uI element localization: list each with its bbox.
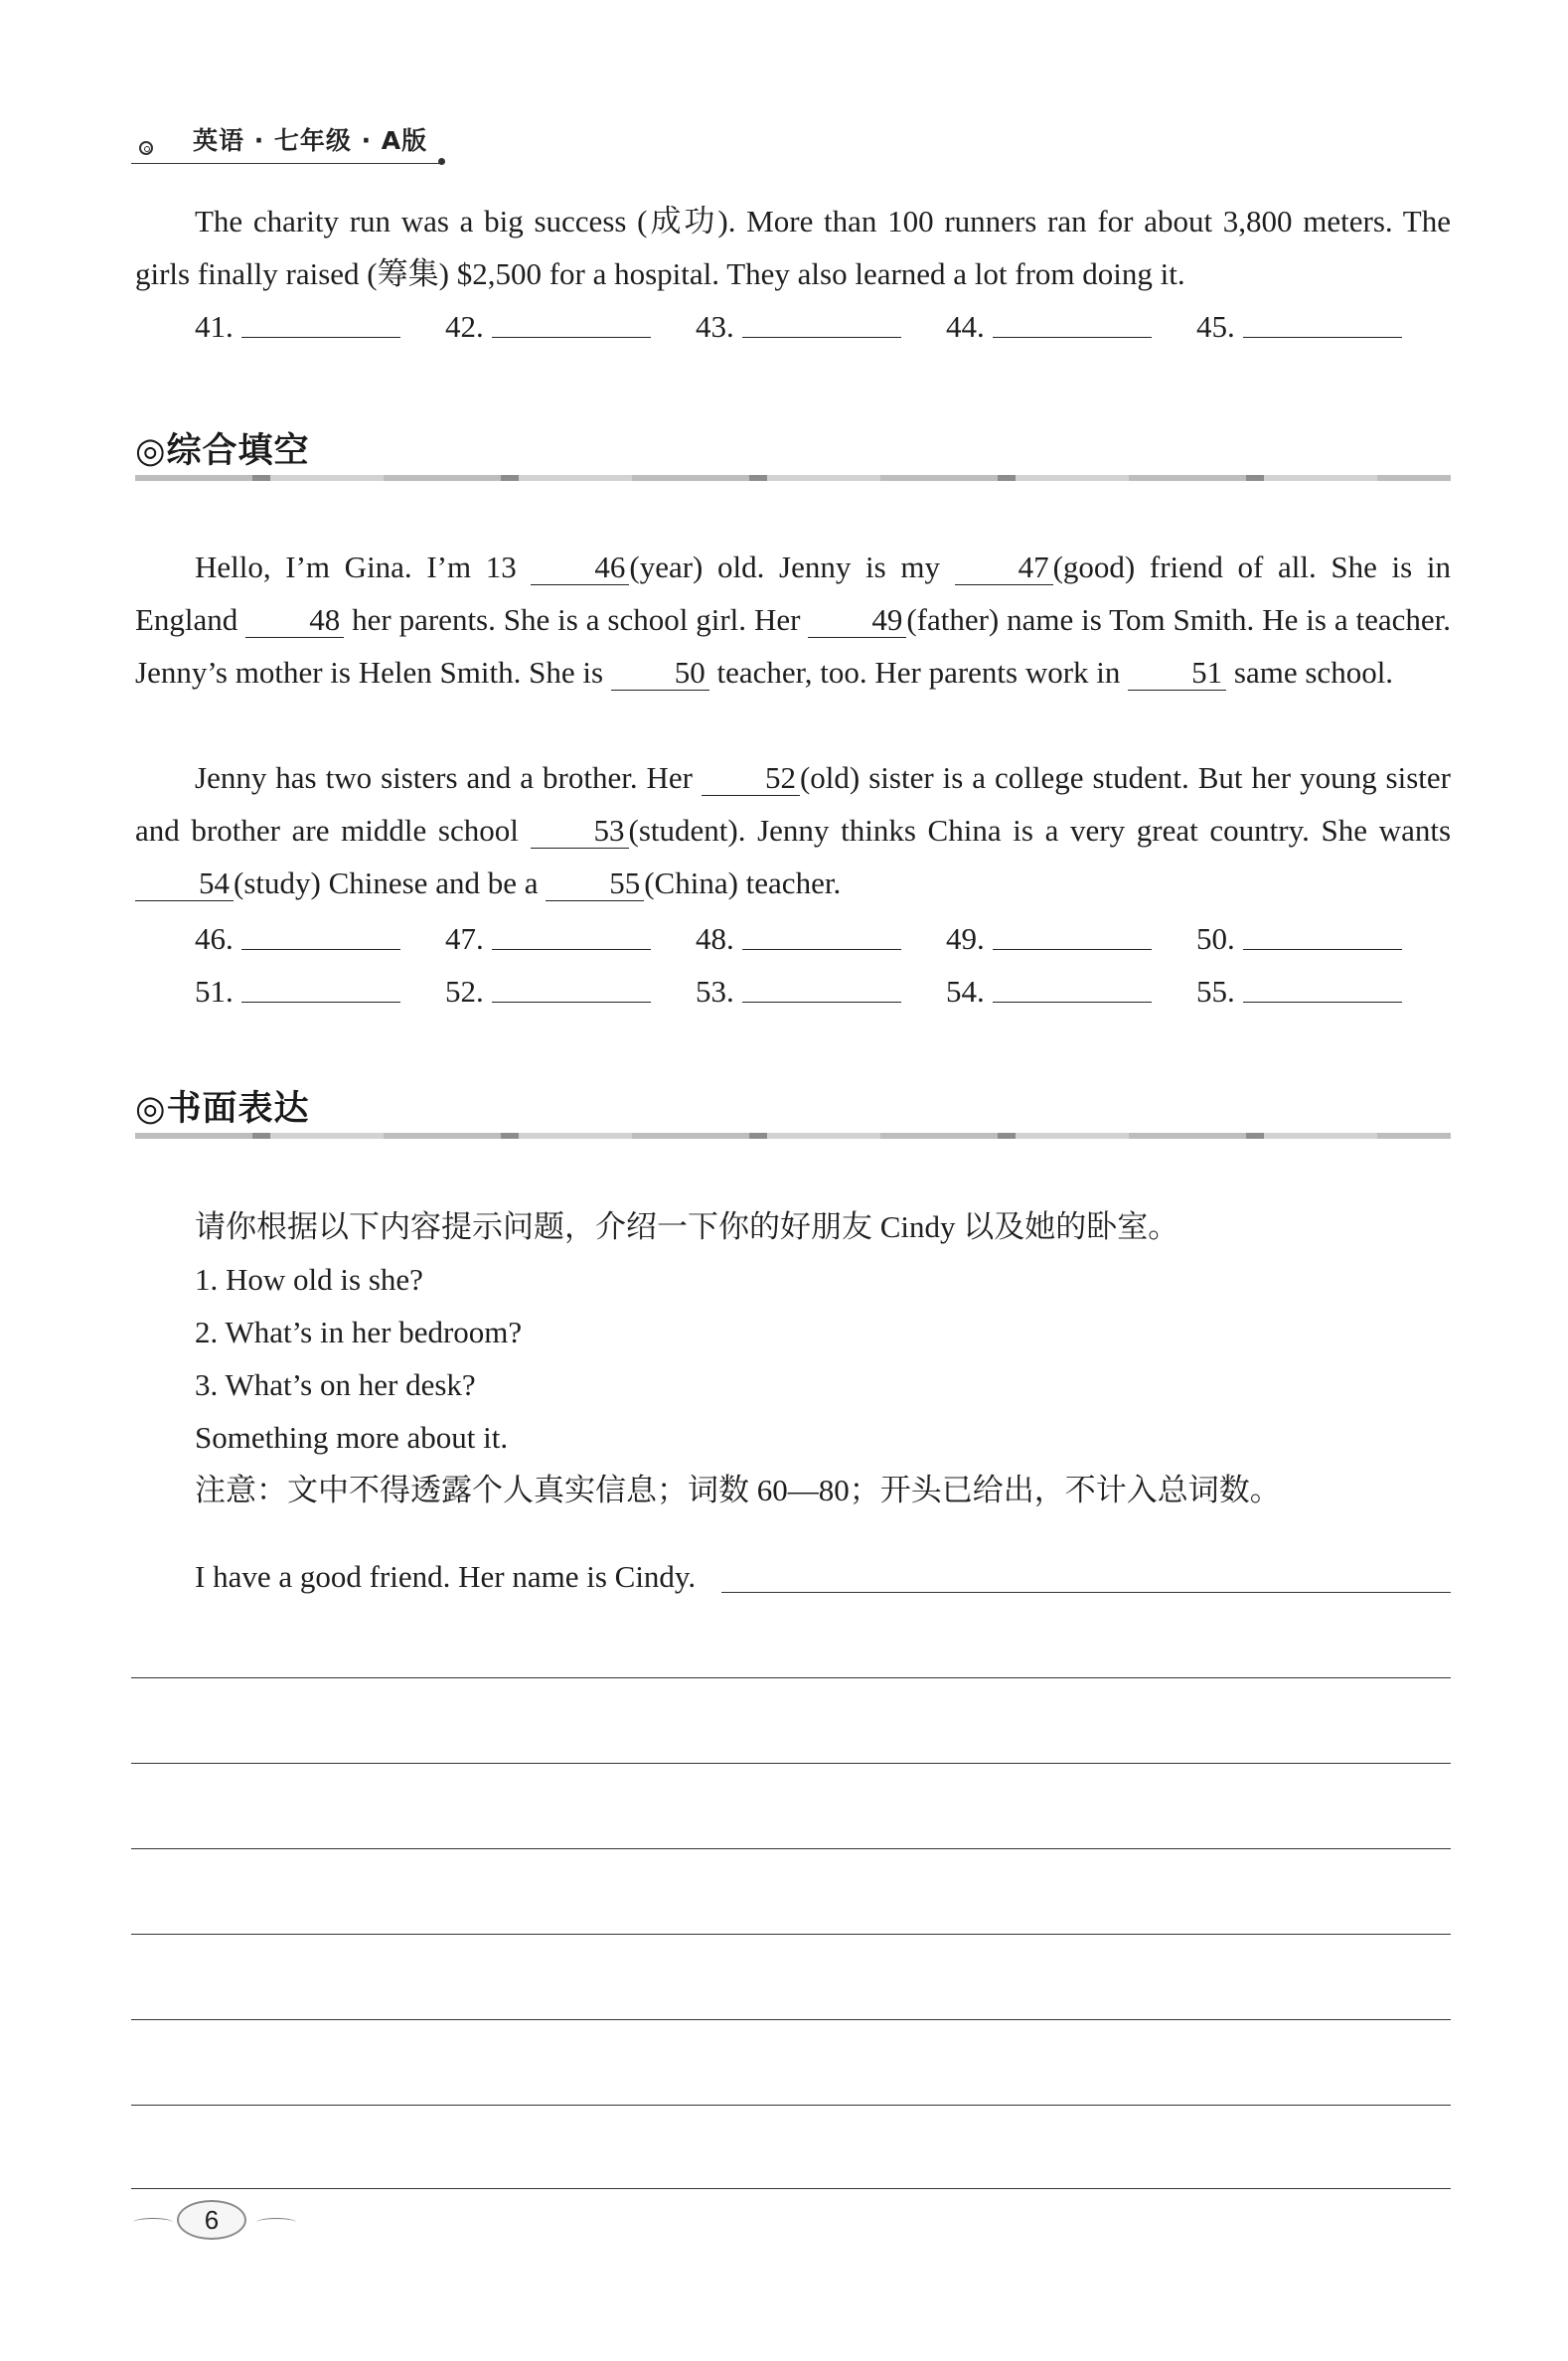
blank-49: 49 bbox=[808, 603, 906, 638]
writing-question-1: 1. How old is she? bbox=[195, 1262, 423, 1297]
answer-number: 52. bbox=[445, 974, 484, 1009]
answer-number: 47. bbox=[445, 921, 484, 956]
answer-slot bbox=[195, 965, 400, 1018]
writing-line[interactable] bbox=[131, 1677, 1451, 1678]
text-run: same school. bbox=[1226, 655, 1394, 690]
answer-number: 55. bbox=[1196, 974, 1235, 1009]
reading-paragraph: The charity run was a big success (成功). More than 100 runners ran for about 3,800 meters. The girls finally raised (筹集) $2,500 for a hospital. They also learned a lot from doing it. bbox=[135, 204, 1451, 291]
blank-51: 51 bbox=[1128, 656, 1226, 691]
answer-slot bbox=[195, 912, 400, 965]
writing-line[interactable] bbox=[131, 1848, 1451, 1849]
cloze-paragraph-2 bbox=[135, 751, 1451, 909]
answer-slot bbox=[946, 912, 1152, 965]
answer-line bbox=[492, 949, 651, 950]
section-title: ◎书面表达 bbox=[135, 1089, 310, 1129]
answer-number: 46. bbox=[195, 921, 234, 956]
text-run: Jenny has two sisters and a brother. Her bbox=[195, 760, 702, 795]
writing-line[interactable] bbox=[131, 1934, 1451, 1935]
answer-number: 48. bbox=[696, 921, 734, 956]
answer-slot bbox=[195, 300, 400, 353]
answer-slot bbox=[1196, 912, 1402, 965]
answer-row-41-45 bbox=[195, 300, 1457, 353]
answer-number: 53. bbox=[696, 974, 734, 1009]
blank-53: 53 bbox=[531, 814, 629, 849]
answer-line bbox=[993, 949, 1152, 950]
text-run: (student). Jenny thinks China is a very great country. She wants bbox=[628, 813, 1452, 848]
section-title: ◎综合填空 bbox=[135, 431, 310, 471]
answer-slot bbox=[445, 300, 651, 353]
answer-slot bbox=[946, 300, 1152, 353]
writing-question-4: Something more about it. bbox=[195, 1420, 509, 1455]
writing-note: 注意：文中不得透露个人真实信息；词数 60—80；开头已给出，不计入总词数。 bbox=[195, 1473, 1281, 1507]
text-run: (good) friend of all. She is in England bbox=[135, 550, 1451, 637]
answer-line bbox=[742, 1002, 901, 1003]
answer-line bbox=[241, 1002, 400, 1003]
answer-slot bbox=[696, 300, 901, 353]
spiral-icon bbox=[139, 141, 153, 155]
blank-54: 54 bbox=[135, 866, 234, 901]
section-rule bbox=[135, 475, 1451, 481]
answer-line bbox=[742, 337, 901, 338]
blank-47: 47 bbox=[955, 551, 1053, 585]
writing-line[interactable] bbox=[131, 2105, 1451, 2106]
answer-number: 43. bbox=[696, 309, 734, 344]
answer-row-51-55 bbox=[195, 965, 1457, 1018]
writing-question-3: 3. What’s on her desk? bbox=[195, 1367, 476, 1402]
answer-line bbox=[1243, 949, 1402, 950]
text-run: (father) name is Tom Smith. He is a teacher. Jenny’s mother is Helen Smith. She is bbox=[135, 602, 1451, 690]
answer-line bbox=[241, 337, 400, 338]
text-run: (study) Chinese and be a bbox=[234, 866, 547, 900]
answer-slot bbox=[1196, 965, 1402, 1018]
text-run: Hello, I’m Gina. I’m 13 bbox=[195, 550, 532, 584]
cloze-section-heading bbox=[135, 423, 1451, 483]
writing-line[interactable] bbox=[721, 1592, 1451, 1593]
answer-number: 44. bbox=[946, 309, 985, 344]
ornament-right-icon bbox=[256, 2218, 296, 2227]
answer-line bbox=[993, 337, 1152, 338]
writing-question-2: 2. What’s in her bedroom? bbox=[195, 1315, 523, 1349]
blank-55: 55 bbox=[546, 866, 644, 901]
text-run: (China) teacher. bbox=[644, 866, 842, 900]
answer-slot bbox=[445, 912, 651, 965]
ornament-left-icon bbox=[133, 2218, 173, 2227]
answer-number: 54. bbox=[946, 974, 985, 1009]
answer-slot bbox=[1196, 300, 1402, 353]
answer-line bbox=[1243, 1002, 1402, 1003]
page-number: 6 bbox=[177, 2200, 246, 2240]
answer-line bbox=[241, 949, 400, 950]
text-run: teacher, too. Her parents work in bbox=[708, 655, 1129, 690]
answer-line bbox=[1243, 337, 1402, 338]
blank-52: 52 bbox=[702, 761, 800, 796]
answer-number: 51. bbox=[195, 974, 234, 1009]
header-rule bbox=[131, 163, 439, 164]
answer-line bbox=[492, 1002, 651, 1003]
answer-slot bbox=[946, 965, 1152, 1018]
text-run: her parents. She is a school girl. Her bbox=[344, 602, 809, 637]
answer-line bbox=[492, 337, 651, 338]
blank-46: 46 bbox=[531, 551, 629, 585]
section-rule bbox=[135, 1133, 1451, 1139]
answer-number: 45. bbox=[1196, 309, 1235, 344]
text-run: (year) old. Jenny is my bbox=[629, 550, 955, 584]
writing-prompt: 请你根据以下内容提示问题，介绍一下你的好朋友 Cindy 以及她的卧室。 bbox=[195, 1209, 1179, 1244]
answer-number: 42. bbox=[445, 309, 484, 344]
answer-row-46-50 bbox=[195, 912, 1457, 965]
text-run: (old) sister is a college student. But her young sister and brother are middle school bbox=[135, 760, 1451, 848]
answer-slot bbox=[696, 912, 901, 965]
writing-line[interactable] bbox=[131, 2188, 1451, 2189]
writing-lead-sentence: I have a good friend. Her name is Cindy. bbox=[195, 1559, 697, 1594]
answer-slot bbox=[696, 965, 901, 1018]
writing-section-heading bbox=[135, 1081, 1451, 1141]
answer-number: 50. bbox=[1196, 921, 1235, 956]
writing-line[interactable] bbox=[131, 1763, 1451, 1764]
answer-line bbox=[742, 949, 901, 950]
writing-line[interactable] bbox=[131, 2019, 1451, 2020]
answer-number: 41. bbox=[195, 309, 234, 344]
cloze-paragraph-1 bbox=[135, 541, 1451, 699]
answer-line bbox=[993, 1002, 1152, 1003]
running-header bbox=[131, 119, 449, 169]
page-number-badge bbox=[129, 2196, 288, 2246]
header-title: 英语 · 七年级 · A版 bbox=[193, 126, 428, 155]
answer-slot bbox=[445, 965, 651, 1018]
blank-50: 50 bbox=[611, 656, 709, 691]
answer-number: 49. bbox=[946, 921, 985, 956]
blank-48: 48 bbox=[245, 603, 344, 638]
